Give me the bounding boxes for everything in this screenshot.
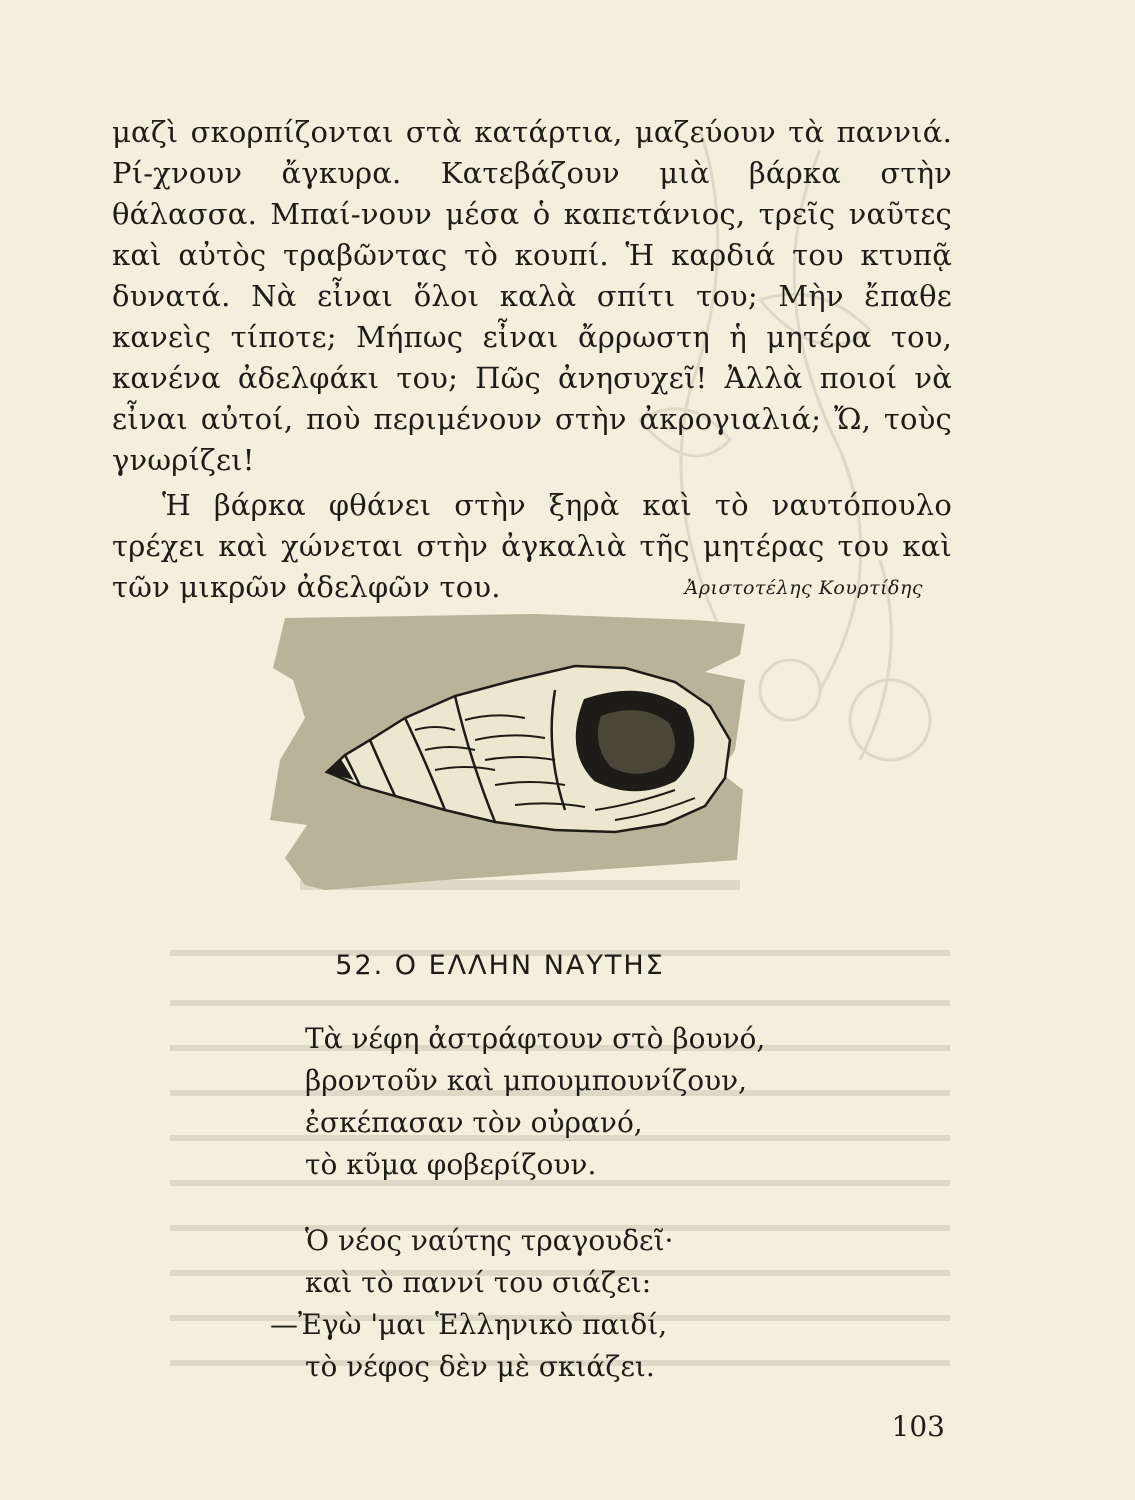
poem [270, 1018, 766, 1422]
author-signature: Ἀριστοτέλης Κουρτίδης [684, 577, 923, 599]
paragraph-2: Ἡ βάρκα φθάνει στὴν ξηρὰ καὶ τὸ ναυτόπουλο τρέχει καὶ χώνεται στὴν ἀγκαλιὰ τῆς μητέρας του καὶ τῶν μικρῶν ἀδελφῶν του. [112, 488, 952, 604]
stanza-1 [305, 1018, 765, 1186]
verse-line: —Ἐγὼ 'μαι Ἑλληνικὸ παιδί, [270, 1308, 668, 1341]
page-number: 103 [891, 1410, 945, 1443]
verse-line: βροντοῦν καὶ μπουμπουνίζουν, [305, 1064, 748, 1097]
verse-line: καὶ τὸ παννί του σιάζει: [305, 1266, 652, 1299]
stanza-2 [270, 1220, 765, 1388]
paragraph-1: μαζὶ σκορπίζονται στὰ κατάρτια, μαζεύουν τὰ παννιά. Ρί-χνουν ἄγκυρα. Κατεβάζουν μιὰ βάρκα στὴν θάλασσα. Μπαί-νουν μέσα ὁ καπετάνιος, τρεῖς ναῦτες καὶ αὐτὸς τραβῶντας τὸ κουπί. Ἡ καρδιά του κτυπᾷ δυνατά. Νὰ εἶναι ὅλοι καλὰ σπίτι του; Μὴν ἔπαθε κανεὶς τίποτε; Μήπως εἶναι ἄρρωστη ἡ μητέρα του, κανένα ἀδελφάκι του; Πῶς ἀνησυχεῖ! Ἀλλὰ ποιοί νὰ εἶναι αὐτοί, ποὺ περιμένουν στὴν ἀκρογιαλιά; Ὤ, τοὺς γνωρίζει! [112, 115, 952, 477]
verse-line: Τὰ νέφη ἀστράφτουν στὸ βουνό, [305, 1022, 766, 1055]
poem-title: 52. Ο ΕΛΛΗΝ ΝΑΥΤΗΣ [335, 950, 665, 981]
prose-block [112, 112, 952, 608]
verse-line: Ὁ νέος ναύτης τραγουδεῖ· [305, 1224, 674, 1257]
verse-line: ἐσκέπασαν τὸν οὐρανό, [305, 1106, 643, 1139]
seashell-illustration [265, 610, 765, 905]
verse-line: τὸ κῦμα φοβερίζουν. [305, 1148, 597, 1181]
verse-line: τὸ νέφος δὲν μὲ σκιάζει. [305, 1350, 655, 1383]
